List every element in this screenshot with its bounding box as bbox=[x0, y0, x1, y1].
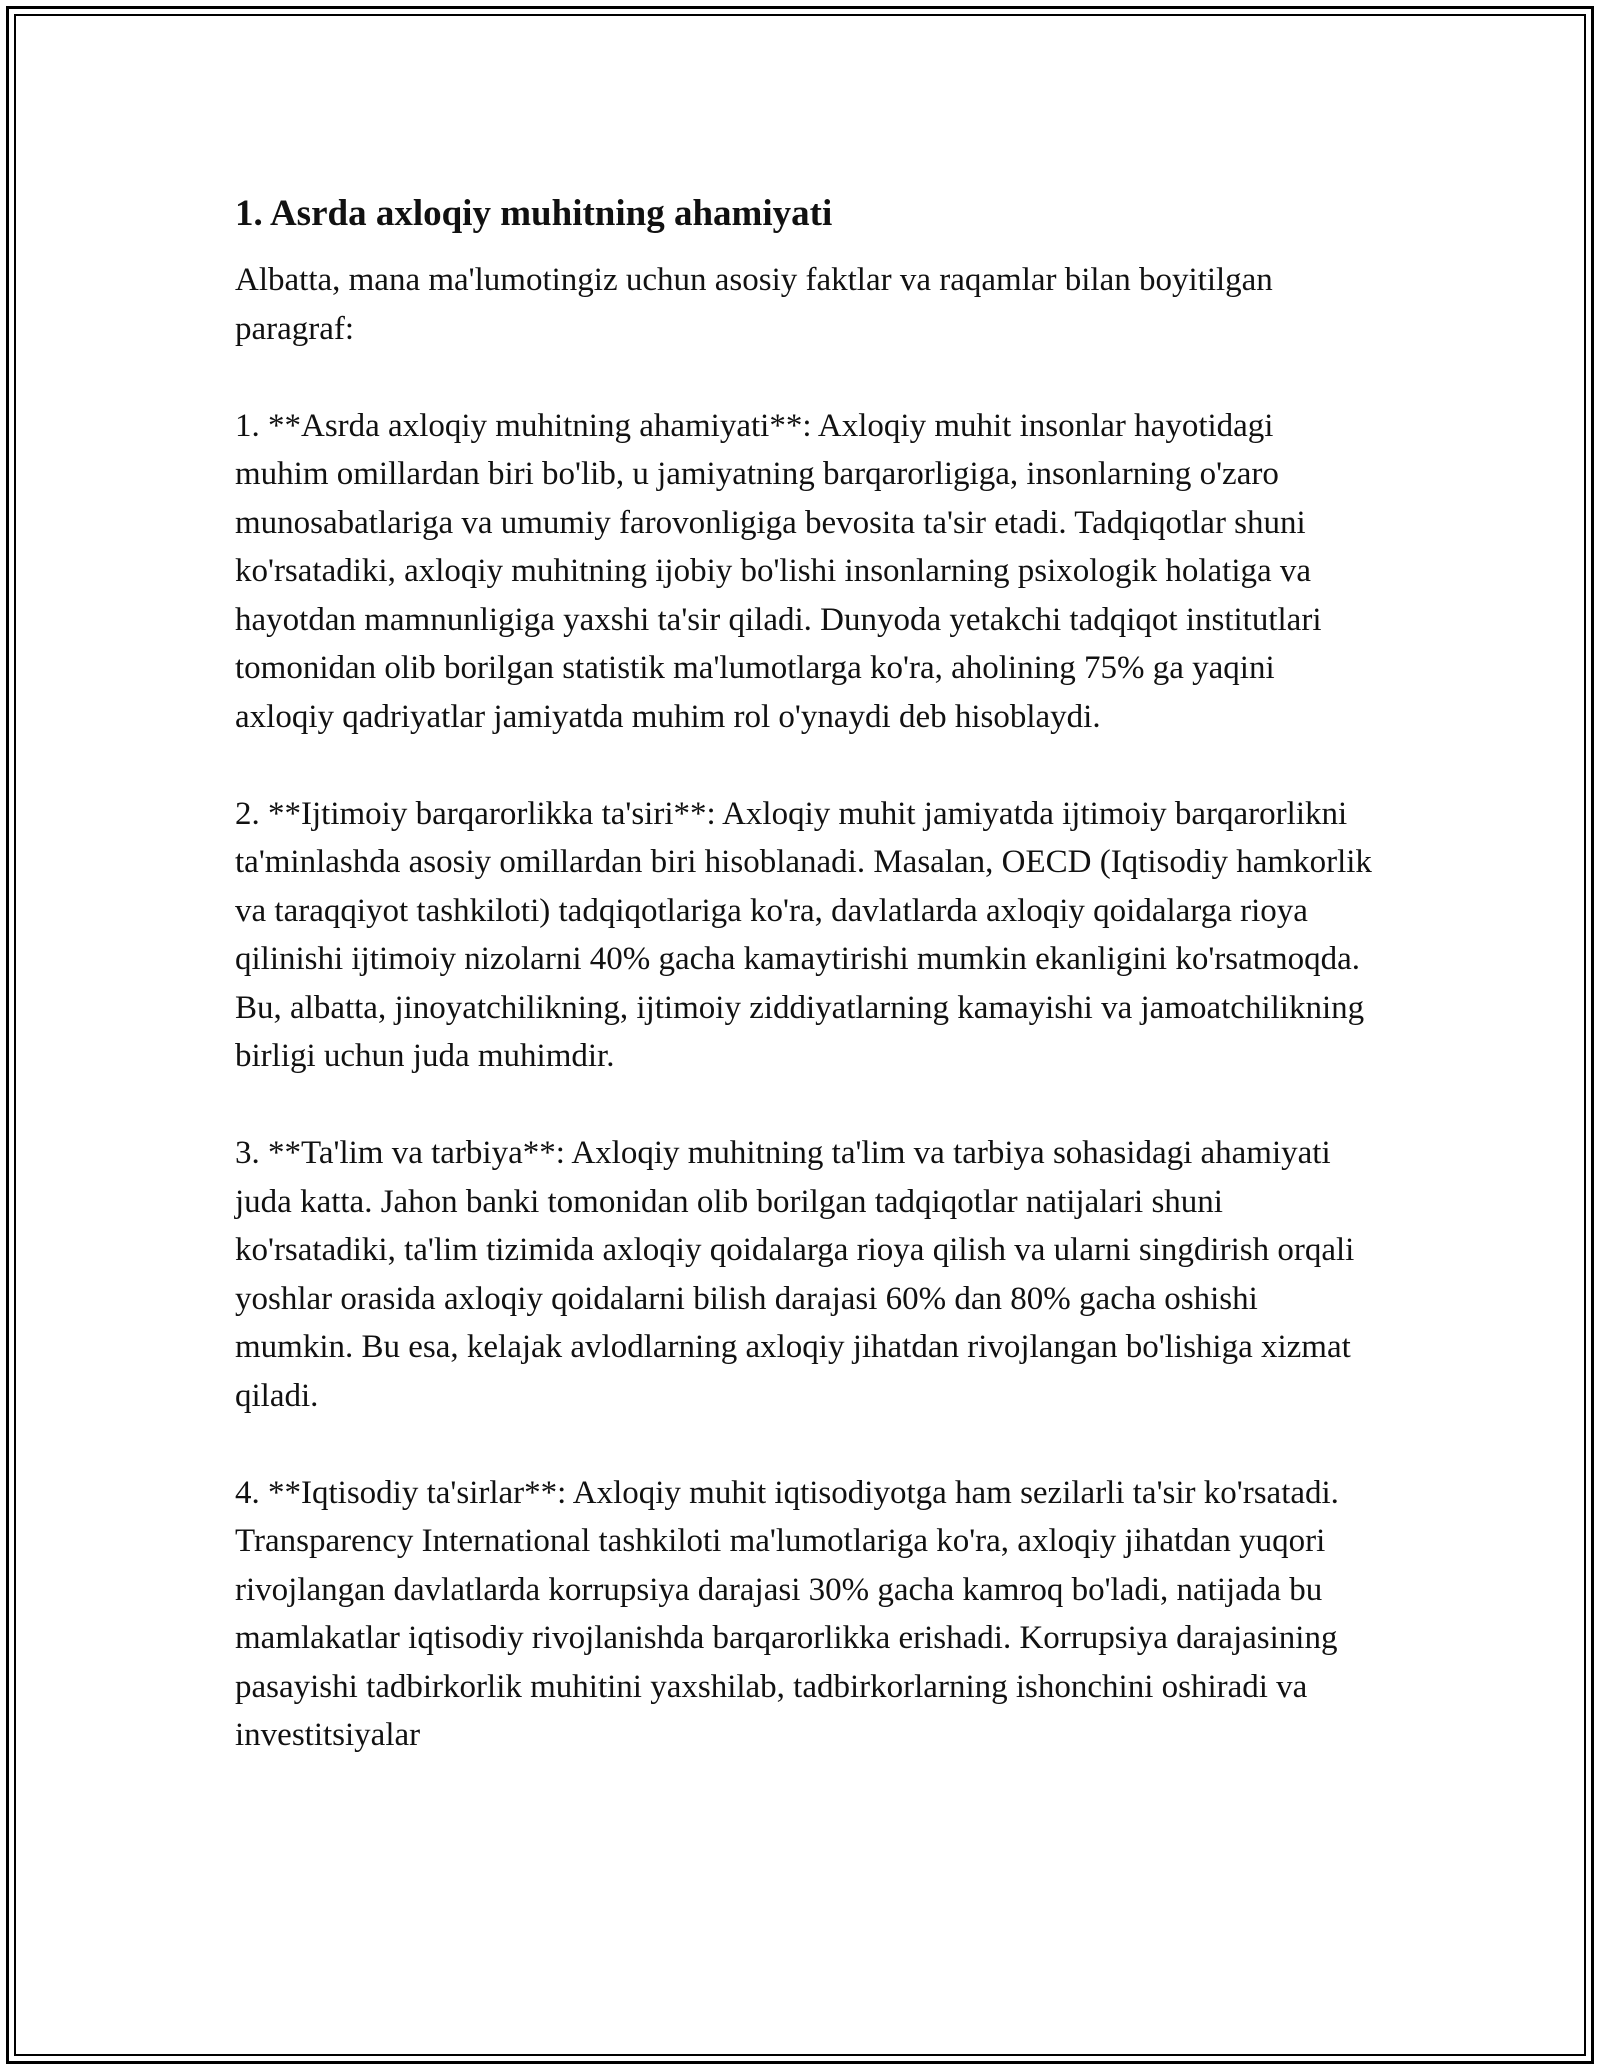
paragraph-economic-effects: 4. **Iqtisodiy ta'sirlar**: Axloqiy muhit iqtisodiyotga ham sezilarli ta'sir ko'rsatadi. Transparency International tashkiloti ma'lumotlariga ko'ra, axloqiy jihatdan yuqori rivojlangan davlatlarda korrupsiya darajasi 30% gacha kamroq bo'ladi, natijada bu mamlakatlar iqtisodiy rivojlanishda barqarorlikka erishadi. Korrupsiya darajasining pasayishi tadbirkorlik muhitini yaxshilab, tadbirkorlarning ishonchini oshiradi va investitsiyalar bbox=[235, 1474, 1339, 1753]
intro-paragraph: Albatta, mana ma'lumotingiz uchun asosiy faktlar va raqamlar bilan boyitilgan paragraf: bbox=[235, 262, 1273, 347]
paragraph-education: 3. **Ta'lim va tarbiya**: Axloqiy muhitning ta'lim va tarbiya sohasidagi ahamiyati juda katta. Jahon banki tomonidan olib borilgan tadqiqotlar natijalari shuni ko'rsatadiki, ta'lim tizimida axloqiy qoidalarga rioya qilish va ularni singdirish orqali yoshlar orasida axloqiy qoidalarni bilish darajasi 60% dan 80% gacha oshishi mumkin. Bu esa, kelajak avlodlarning axloqiy jihatdan rivojlangan bo'lishiga xizmat qiladi. bbox=[235, 1135, 1355, 1414]
section-heading: 1. Asrda axloqiy muhitning ahamiyati bbox=[235, 193, 833, 234]
paragraph-social-stability: 2. **Ijtimoiy barqarorlikka ta'siri**: Axloqiy muhit jamiyatda ijtimoiy barqarorlikni ta'minlashda asosiy omillardan biri hisoblanadi. Masalan, OECD (Iqtisodiy hamkorlik va taraqqiyot tashkiloti) tadqiqotlariga ko'ra, davlatlarda axloqiy qoidalarga rioya qilinishi ijtimoiy nizolarni 40% gacha kamaytirishi mumkin ekanligini ko'rsatmoqda. Bu, albatta, jinoyatchilikning, ijtimoiy ziddiyatlarning kamayishi va jamoatchilikning birligi uchun juda muhimdir. bbox=[235, 795, 1372, 1074]
document-body bbox=[235, 186, 1375, 1808]
paragraph-moral-environment: 1. **Asrda axloqiy muhitning ahamiyati**: Axloqiy muhit insonlar hayotidagi muhim omillardan biri bo'lib, u jamiyatning barqarorligiga, insonlarning o'zaro munosabatlariga va umumiy farovonligiga bevosita ta'sir etadi. Tadqiqotlar shuni ko'rsatadiki, axloqiy muhitning ijobiy bo'lishi insonlarning psixologik holatiga va hayotdan mamnunligiga yaxshi ta'sir qiladi. Dunyoda yetakchi tadqiqot institutlari tomonidan olib borilgan statistik ma'lumotlarga ko'ra, aholining 75% ga yaqini axloqiy qadriyatlar jamiyatda muhim rol o'ynaydi deb hisoblaydi. bbox=[235, 407, 1322, 735]
